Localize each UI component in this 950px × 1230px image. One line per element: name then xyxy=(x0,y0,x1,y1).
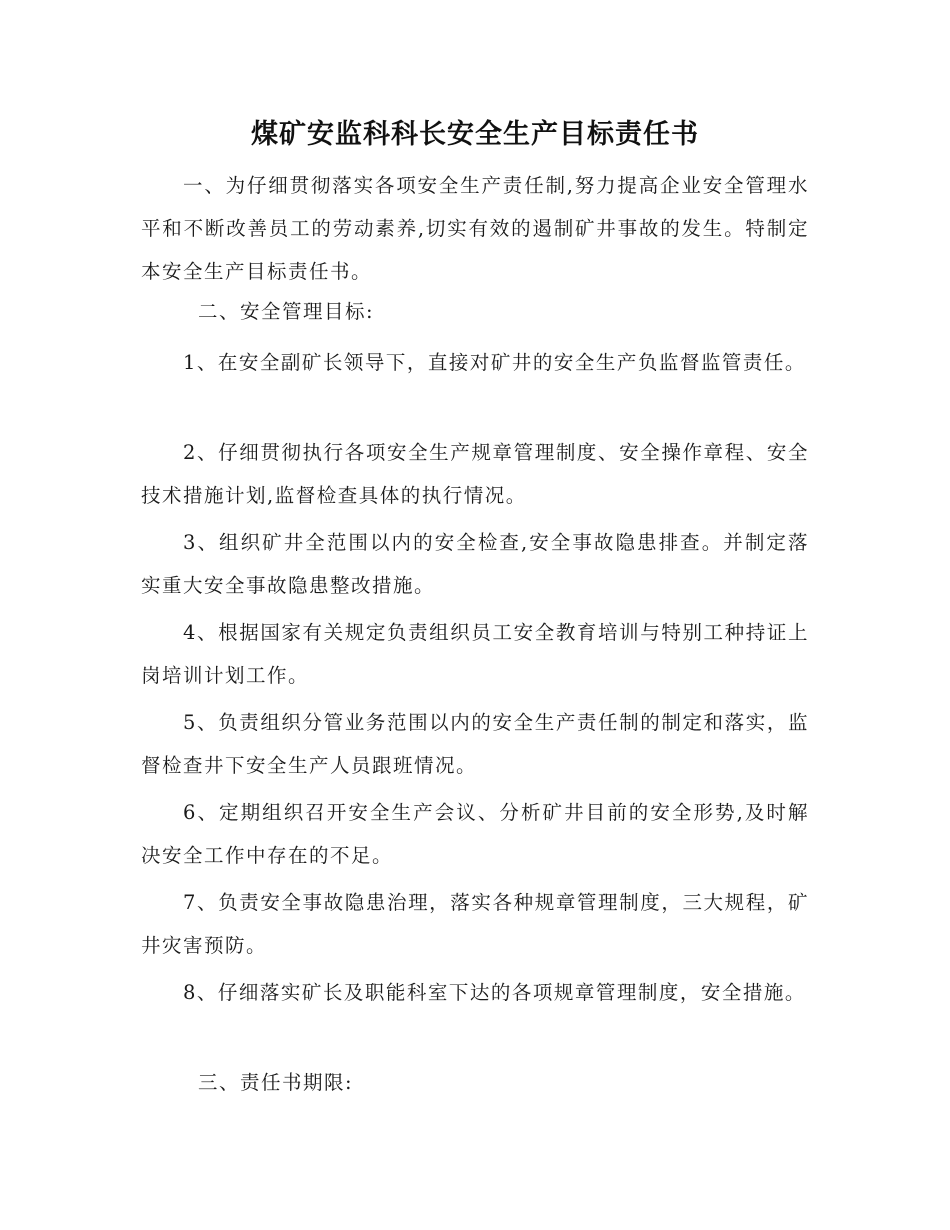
goal-item-8: 8、仔细落实矿长及职能科室下达的各项规章管理制度，安全措施。 xyxy=(183,981,806,1004)
goal-item-6: 6、定期组织召开安全生产会议、分析矿井目前的安全形势,及时解决安全工作中存在的不足。 xyxy=(141,801,809,867)
goal-item-5: 5、负责组织分管业务范围以内的安全生产责任制的制定和落实，监督检查井下安全生产人员跟班情况。 xyxy=(141,711,809,777)
goal-item-3: 3、组织矿井全范围以内的安全检查,安全事故隐患排查。并制定落实重大安全事故隐患整改措施。 xyxy=(141,531,809,597)
goal-item-1: 1、在安全副矿长领导下，直接对矿井的安全生产负监督监管责任。 xyxy=(183,351,806,374)
intro-paragraph: 一、为仔细贯彻落实各项安全生产责任制,努力提高企业安全管理水平和不断改善员工的劳动素养,切实有效的遏制矿井事故的发生。特制定本安全生产目标责任书。 xyxy=(141,174,809,283)
section-heading-term: 三、责任书期限: xyxy=(198,1071,354,1094)
section-heading-goals: 二、安全管理目标: xyxy=(198,300,375,323)
goal-item-4: 4、根据国家有关规定负责组织员工安全教育培训与特别工种持证上岗培训计划工作。 xyxy=(141,621,809,687)
goal-item-2: 2、仔细贯彻执行各项安全生产规章管理制度、安全操作章程、安全技术措施计划,监督检查具体的执行情况。 xyxy=(141,441,809,507)
goal-item-7: 7、负责安全事故隐患治理，落实各种规章管理制度，三大规程，矿井灾害预防。 xyxy=(141,891,809,957)
document-title: 煤矿安监科科长安全生产目标责任书 xyxy=(251,119,699,150)
